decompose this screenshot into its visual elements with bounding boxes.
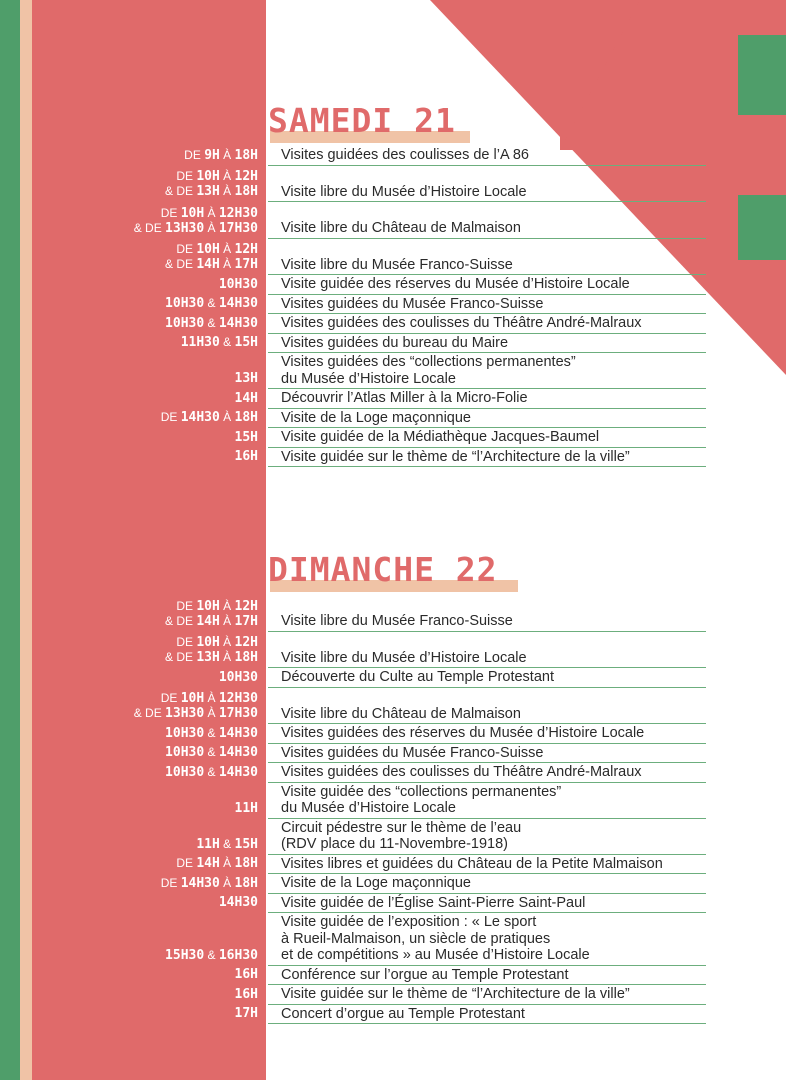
event-description xyxy=(268,448,706,467)
event-time-line xyxy=(165,184,258,199)
time-value: 12H xyxy=(234,635,258,650)
event-description-line: Visite guidée sur le thème de “l’Architecture de la ville” xyxy=(281,986,630,1002)
event-description-line: Visite libre du Château de Malmaison xyxy=(281,220,521,236)
event-description-line: Visite guidée sur le thème de “l’Architecture de la ville” xyxy=(281,448,630,465)
time-value: 16H xyxy=(234,986,258,1002)
event-time-line xyxy=(165,257,258,272)
event-description xyxy=(268,632,706,668)
time-connector: & DE xyxy=(165,613,197,628)
event-description-line: Conférence sur l’orgue au Temple Protestant xyxy=(281,966,569,983)
schedule-row xyxy=(165,763,706,783)
day-title-saturday: SAMEDI 21 xyxy=(268,104,456,137)
event-time-line xyxy=(161,876,258,891)
time-connector: DE xyxy=(160,875,181,890)
time-connector: À xyxy=(219,598,235,613)
schedule-sunday xyxy=(0,595,786,1024)
time-value: 13H xyxy=(234,371,258,386)
schedule-row xyxy=(160,409,706,429)
event-time-line xyxy=(184,148,258,163)
time-value: 16H xyxy=(234,967,258,982)
event-time xyxy=(219,277,258,292)
time-connector: À xyxy=(204,691,219,705)
event-description-line: Visite libre du Musée Franco-Suisse xyxy=(281,256,513,273)
event-description xyxy=(268,295,706,314)
time-connector: & DE xyxy=(133,706,166,720)
event-time xyxy=(235,987,258,1002)
time-connector: À xyxy=(204,706,219,720)
event-time-line xyxy=(219,670,258,685)
time-value: 10H xyxy=(180,691,205,706)
event-time-line xyxy=(235,1006,258,1021)
schedule-row xyxy=(133,202,706,239)
event-time-line xyxy=(165,765,258,780)
event-time-line xyxy=(165,650,258,665)
event-time xyxy=(165,599,258,629)
event-time-line xyxy=(165,599,258,614)
event-time-line xyxy=(165,296,258,311)
schedule-row xyxy=(234,389,706,409)
time-connector: & xyxy=(204,315,219,330)
event-description xyxy=(268,783,706,818)
event-description xyxy=(268,334,706,353)
event-description xyxy=(268,353,706,388)
event-time xyxy=(235,967,258,982)
time-value: 18H xyxy=(234,184,258,199)
time-value: 14H xyxy=(196,856,220,871)
event-description-line: Visites guidées des réserves du Musée d’Histoire Locale xyxy=(281,725,645,741)
time-value: 13H30 xyxy=(165,220,205,236)
event-time-line xyxy=(165,948,258,963)
time-value: 15H xyxy=(234,429,258,445)
event-time-line xyxy=(134,706,258,721)
time-connector: À xyxy=(219,613,235,628)
event-description xyxy=(268,1005,706,1024)
schedule-row xyxy=(133,688,706,725)
schedule-row xyxy=(176,855,706,875)
time-value: 17H xyxy=(234,257,258,272)
time-value: 18H xyxy=(234,650,258,665)
event-description-line: Visite guidée de l’exposition : « Le sport xyxy=(281,914,537,930)
event-description xyxy=(268,202,706,238)
time-value: 11H xyxy=(234,800,258,816)
event-time xyxy=(165,316,258,331)
time-value: 10H30 xyxy=(165,315,205,331)
event-time xyxy=(161,876,258,891)
time-value: 18H xyxy=(234,875,258,891)
time-connector: À xyxy=(219,257,235,271)
event-time xyxy=(235,430,258,445)
event-description-line: et de compétitions » au Musée d’Histoire Locale xyxy=(281,947,590,963)
time-value: 14H xyxy=(196,613,220,629)
event-time-line xyxy=(134,691,258,706)
time-connector: À xyxy=(219,169,235,183)
event-time-line xyxy=(235,987,258,1002)
time-value: 10H30 xyxy=(218,669,258,685)
event-time-line xyxy=(235,967,258,982)
schedule-row xyxy=(234,985,706,1005)
time-value: 11H30 xyxy=(180,335,220,350)
time-connector: À xyxy=(219,147,235,162)
time-connector: & xyxy=(204,296,219,310)
event-time-line xyxy=(235,449,258,464)
time-value: 18H xyxy=(234,147,258,163)
time-value: 14H30 xyxy=(218,764,258,780)
time-connector: & DE xyxy=(133,220,166,235)
event-time-line xyxy=(235,801,258,816)
time-connector: & DE xyxy=(165,257,197,271)
time-connector: & DE xyxy=(165,184,197,198)
event-time-line xyxy=(161,410,258,425)
time-connector: À xyxy=(219,184,235,198)
event-time xyxy=(219,895,258,910)
event-description xyxy=(268,819,706,854)
event-description-line: Découverte du Culte au Temple Protestant xyxy=(281,669,554,685)
time-connector: DE xyxy=(176,635,197,649)
event-time-line xyxy=(165,635,258,650)
event-time xyxy=(165,242,258,272)
event-description xyxy=(268,913,706,965)
time-value: 10H xyxy=(180,205,205,221)
event-time xyxy=(184,148,258,163)
event-description xyxy=(268,389,706,408)
event-time xyxy=(165,765,258,780)
event-time-line xyxy=(235,371,258,386)
event-time xyxy=(165,169,258,199)
event-time xyxy=(219,670,258,685)
event-time xyxy=(196,837,258,852)
event-description-line: Concert d’orgue au Temple Protestant xyxy=(281,1005,525,1022)
event-description xyxy=(268,166,706,202)
schedule-row xyxy=(184,146,706,166)
event-description-line: Visite guidée des “collections permanentes” xyxy=(281,783,562,800)
schedule-row xyxy=(234,428,706,448)
event-time xyxy=(165,726,258,741)
event-time xyxy=(235,801,258,816)
day-title-sunday: DIMANCHE 22 xyxy=(268,553,498,586)
event-description-line: Découvrir l’Atlas Miller à la Micro-Folie xyxy=(281,390,528,406)
event-time xyxy=(161,410,258,425)
time-value: 12H xyxy=(234,598,258,614)
schedule-row xyxy=(218,894,706,914)
event-time-line xyxy=(165,726,258,741)
time-value: 14H30 xyxy=(218,895,258,910)
schedule-row xyxy=(165,744,706,764)
time-connector: À xyxy=(204,220,219,235)
corner-green-bar-top xyxy=(738,35,786,115)
time-value: 10H30 xyxy=(218,276,258,292)
time-value: 10H30 xyxy=(165,764,205,780)
event-time-line xyxy=(134,206,258,221)
time-connector: & xyxy=(219,335,235,349)
event-description xyxy=(268,874,706,893)
time-connector: DE xyxy=(160,691,181,705)
time-value: 10H30 xyxy=(165,725,205,741)
event-description-line: du Musée d’Histoire Locale xyxy=(281,800,456,816)
event-description-line: Visites guidées des coulisses du Théâtre André-Malraux xyxy=(281,764,642,780)
schedule-row xyxy=(165,724,706,744)
event-description xyxy=(268,763,706,782)
schedule-row xyxy=(234,353,706,389)
time-value: 10H30 xyxy=(165,745,205,760)
event-description xyxy=(268,146,706,165)
schedule-row xyxy=(165,295,706,315)
time-value: 14H xyxy=(196,257,220,272)
time-connector: À xyxy=(219,856,235,870)
event-time-line xyxy=(165,316,258,331)
schedule-row xyxy=(165,314,706,334)
event-description xyxy=(268,855,706,874)
event-description xyxy=(268,966,706,985)
time-connector: & xyxy=(204,725,219,740)
schedule-row xyxy=(165,595,706,632)
schedule-row xyxy=(180,334,706,354)
schedule-saturday xyxy=(0,146,786,467)
event-time xyxy=(165,296,258,311)
event-description-line: Circuit pédestre sur le thème de l’eau xyxy=(281,819,522,836)
time-value: 17H xyxy=(234,613,258,629)
event-description-line: Visites guidées du Musée Franco-Suisse xyxy=(281,295,544,312)
time-connector: & xyxy=(204,764,219,779)
event-description-line: Visite libre du Musée d’Histoire Locale xyxy=(281,649,527,666)
event-description-line: Visites guidées des coulisses du Théâtre André-Malraux xyxy=(281,315,642,331)
event-description xyxy=(268,668,706,687)
time-value: 10H xyxy=(196,169,220,184)
schedule-row xyxy=(196,819,706,855)
time-value: 10H30 xyxy=(165,296,205,311)
event-description-line: Visites guidées du bureau du Maire xyxy=(281,334,509,351)
event-time xyxy=(134,206,258,236)
time-value: 14H30 xyxy=(180,875,220,891)
event-time xyxy=(165,745,258,760)
time-value: 12H30 xyxy=(218,691,258,706)
time-value: 13H xyxy=(196,184,220,199)
event-time-line xyxy=(181,335,258,350)
schedule-row xyxy=(234,1005,706,1025)
time-value: 10H xyxy=(196,598,220,614)
event-description xyxy=(268,314,706,333)
time-connector: À xyxy=(219,635,235,649)
time-value: 14H xyxy=(234,390,258,406)
time-connector: DE xyxy=(160,410,181,424)
event-time-line xyxy=(165,242,258,257)
time-value: 13H30 xyxy=(165,706,205,721)
time-connector: & xyxy=(204,745,219,759)
event-time xyxy=(176,856,258,871)
time-value: 15H xyxy=(234,836,258,852)
event-time xyxy=(235,1006,258,1021)
time-value: 10H xyxy=(196,242,220,257)
event-time-line xyxy=(176,856,258,871)
time-connector: DE xyxy=(176,169,197,183)
time-connector: À xyxy=(219,875,235,890)
time-value: 18H xyxy=(234,856,258,871)
time-connector: DE xyxy=(176,598,197,613)
schedule-row xyxy=(160,874,706,894)
event-time-line xyxy=(165,745,258,760)
schedule-row xyxy=(234,966,706,986)
event-description-line: Visites libres et guidées du Château de la Petite Malmaison xyxy=(281,855,663,872)
event-description xyxy=(268,428,706,447)
time-value: 17H30 xyxy=(218,220,258,236)
time-value: 12H xyxy=(234,169,258,184)
event-time-line xyxy=(165,614,258,629)
event-description-line: Visite libre du Château de Malmaison xyxy=(281,705,521,722)
time-value: 9H xyxy=(204,147,220,163)
event-description xyxy=(268,239,706,275)
time-value: 12H30 xyxy=(218,205,258,221)
schedule-row xyxy=(165,913,706,966)
time-value: 17H xyxy=(234,1006,258,1021)
time-connector: À xyxy=(219,410,235,424)
time-connector: DE xyxy=(176,242,197,256)
time-value: 13H xyxy=(196,650,220,665)
schedule-row xyxy=(218,275,706,295)
time-connector: & xyxy=(219,836,235,851)
event-time-line xyxy=(219,895,258,910)
time-connector: DE xyxy=(184,147,205,162)
event-description xyxy=(268,894,706,913)
event-description xyxy=(268,595,706,631)
time-value: 10H xyxy=(196,635,220,650)
event-description-line: Visite guidée des réserves du Musée d’Histoire Locale xyxy=(281,276,630,292)
event-time xyxy=(165,948,258,963)
event-description xyxy=(268,985,706,1004)
event-description-line: Visite guidée de l’Église Saint-Pierre Saint-Paul xyxy=(281,894,586,911)
event-description-line: Visite de la Loge maçonnique xyxy=(281,875,471,891)
event-time xyxy=(165,635,258,665)
event-time-line xyxy=(235,430,258,445)
time-value: 12H xyxy=(234,242,258,257)
event-description xyxy=(268,409,706,428)
time-value: 16H30 xyxy=(218,947,258,963)
event-time xyxy=(134,691,258,721)
event-description-line: à Rueil-Malmaison, un siècle de pratiques xyxy=(281,930,551,947)
time-value: 14H30 xyxy=(218,296,258,311)
event-description-line: Visite libre du Musée Franco-Suisse xyxy=(281,613,513,629)
event-description-line: Visite libre du Musée d’Histoire Locale xyxy=(281,183,527,200)
event-description-line: (RDV place du 11-Novembre-1918) xyxy=(281,836,509,852)
schedule-row xyxy=(165,239,706,276)
event-time-line xyxy=(196,837,258,852)
event-time-line xyxy=(165,169,258,184)
schedule-row xyxy=(234,783,706,819)
event-description-line: Visites guidées des coulisses de l’A 86 xyxy=(281,147,529,163)
time-value: 14H30 xyxy=(218,745,258,760)
time-value: 14H30 xyxy=(180,410,220,425)
time-value: 11H xyxy=(196,836,220,852)
event-time-line xyxy=(134,221,258,236)
time-value: 15H xyxy=(234,335,258,350)
event-description-line: Visite guidée de la Médiathèque Jacques-Baumel xyxy=(281,429,600,445)
event-description-line: Visites guidées des “collections permanentes” xyxy=(281,354,576,370)
schedule-row xyxy=(218,668,706,688)
event-description-line: du Musée d’Histoire Locale xyxy=(281,370,456,387)
event-time-line xyxy=(235,391,258,406)
schedule-row xyxy=(165,166,706,203)
time-value: 16H xyxy=(234,449,258,464)
schedule-row xyxy=(165,632,706,669)
time-connector: À xyxy=(219,650,235,664)
event-description xyxy=(268,275,706,294)
time-value: 17H30 xyxy=(218,706,258,721)
event-description-line: Visites guidées du Musée Franco-Suisse xyxy=(281,744,544,761)
time-connector: & xyxy=(204,947,219,962)
event-time xyxy=(181,335,258,350)
event-description xyxy=(268,744,706,763)
time-connector: À xyxy=(219,242,235,256)
time-value: 14H30 xyxy=(218,315,258,331)
time-connector: DE xyxy=(176,856,197,870)
time-connector: À xyxy=(204,205,219,220)
time-value: 14H30 xyxy=(218,725,258,741)
time-connector: & DE xyxy=(165,650,197,664)
event-time xyxy=(235,449,258,464)
event-time xyxy=(235,371,258,386)
event-time-line xyxy=(219,277,258,292)
time-value: 18H xyxy=(234,410,258,425)
schedule-row xyxy=(234,448,706,468)
event-description-line: Visite de la Loge maçonnique xyxy=(281,409,471,426)
event-time xyxy=(235,391,258,406)
event-description xyxy=(268,688,706,724)
event-description xyxy=(268,724,706,743)
time-value: 15H30 xyxy=(165,947,205,963)
time-connector: DE xyxy=(160,205,181,220)
